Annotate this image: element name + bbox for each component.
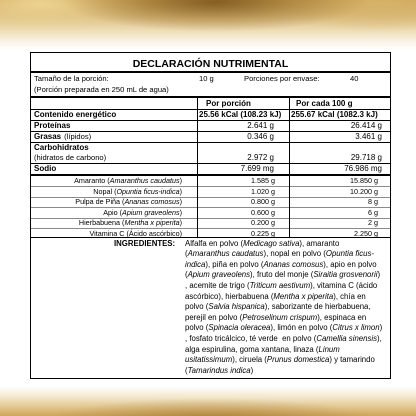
component-per-100g: 6 g <box>368 207 378 217</box>
ingredients-text-line <box>185 334 382 345</box>
text-segment: ), ciruela ( <box>232 355 267 365</box>
serving-size-value: 10 g <box>199 74 214 83</box>
component-per-serving: 0.800 g <box>251 197 275 206</box>
ingredients-text-line <box>185 292 366 303</box>
text-segment: Amaranto ( <box>74 176 110 185</box>
component-per-100g: 2 g <box>368 218 378 227</box>
servings-per-container-value: 40 <box>350 74 359 83</box>
text-segment: ) <box>179 207 182 217</box>
energy-row <box>0 110 416 120</box>
ingredients-text <box>185 239 391 379</box>
column-header-row <box>0 99 416 109</box>
ingredients-text-line <box>185 260 377 271</box>
scientific-name: Ananas comosus <box>263 259 324 269</box>
text-segment: , fosfato tricálcico, té verde en polvo ( <box>185 333 317 343</box>
ingredients-text-line <box>185 355 375 366</box>
text-segment: ), saborizante de hierbabuena, <box>264 302 371 312</box>
preparation-note-row <box>0 85 416 95</box>
text-segment: ), piña en polvo ( <box>205 259 264 269</box>
gold-decorative-header <box>0 0 416 50</box>
component-per-100g: 2.250 g <box>354 228 378 238</box>
component-name <box>34 187 182 197</box>
scientific-name: Tamarindus indica <box>187 365 251 375</box>
text-segment: ), espinaca en <box>317 312 367 322</box>
text-segment: ), vitamina C (ácido <box>310 280 378 290</box>
carbohydrates-row <box>0 143 416 153</box>
scientific-name: Amaranthus caudatus <box>187 249 264 259</box>
sodium-per-serving: 7.699 mg <box>240 164 274 173</box>
ingredients-text-line <box>185 313 366 324</box>
serving-size-row <box>0 74 416 84</box>
column-rule <box>197 96 198 237</box>
scientific-name: Apium graveolens <box>187 270 251 280</box>
ingredients-text-line <box>185 270 380 281</box>
text-segment: ), fruto del monje ( <box>250 270 314 280</box>
ingredients-text-line <box>185 302 371 313</box>
component-per-100g: 10.200 g <box>350 186 378 196</box>
energy-per-serving: 25.56 kCal (108.23 kJ) <box>199 110 282 119</box>
component-row <box>0 197 416 207</box>
ingredients-label: INGREDIENTES: <box>114 238 176 248</box>
text-segment: polvo ( <box>185 323 209 333</box>
text-segment: , acemite de trigo ( <box>185 280 250 290</box>
serving-size-label: Tamaño de la porción: <box>34 74 109 83</box>
component-per-serving: 1.585 g <box>251 176 275 185</box>
divider-thick <box>30 71 391 73</box>
carbohydrates-label: Carbohidratos <box>34 143 89 152</box>
protein-per-serving: 2.641 g <box>247 121 274 130</box>
component-name <box>34 218 182 228</box>
fat-sublabel: (lípidos) <box>64 132 92 141</box>
gold-decorative-footer <box>0 386 416 416</box>
component-per-serving: 1.020 g <box>251 186 275 196</box>
scientific-name: Salvia hispanica <box>208 302 265 312</box>
component-row <box>0 176 416 186</box>
scientific-name: Camellia sinensis <box>316 333 377 343</box>
column-header-per-serving: Por porción <box>206 99 251 108</box>
protein-per-100g: 26.414 g <box>350 121 382 130</box>
text-segment: polvo ( <box>185 302 209 312</box>
scientific-name: Apium graveolens <box>122 207 180 217</box>
scientific-name: Amaranthus caudatus <box>109 176 180 185</box>
scientific-name: Siraitia grosvenorii <box>313 270 378 280</box>
component-row <box>0 218 416 228</box>
text-segment: Alfalfa en polvo ( <box>185 238 244 248</box>
text-segment: ( <box>185 270 188 280</box>
fat-row <box>0 132 416 142</box>
component-name <box>34 197 182 207</box>
carbohydrates-detail-row <box>0 153 416 163</box>
scientific-name: Citrus x limon <box>332 323 380 333</box>
text-segment: ( <box>185 249 188 259</box>
scientific-name: indica <box>185 259 206 269</box>
component-per-serving: 0.200 g <box>251 218 275 227</box>
sodium-label: Sodio <box>34 164 57 173</box>
energy-per-100g: 255.67 kCal (1082.3 kJ) <box>291 110 378 119</box>
component-row <box>0 208 416 218</box>
text-segment: Pulpa de Piña ( <box>75 197 125 206</box>
scientific-name: Petroselinum crispum <box>242 312 318 322</box>
text-segment: Nopal ( <box>93 186 117 196</box>
ingredients-text-line <box>185 239 339 250</box>
scientific-name: Prunus domestica <box>266 355 330 365</box>
scientific-name: Ananas comosus <box>124 197 180 206</box>
text-segment: ascórbico), hierbabuena ( <box>185 291 274 301</box>
ingredients-text-line <box>185 345 340 356</box>
text-segment: perejil en polvo ( <box>185 312 243 322</box>
component-per-100g: 15.850 g <box>350 176 378 185</box>
component-name <box>34 208 182 218</box>
text-segment: alga espirulina, goma xantana, linaza ( <box>185 344 319 354</box>
text-segment: ), limón en polvo ( <box>270 323 333 333</box>
fat-per-100g: 3.461 g <box>355 132 382 141</box>
servings-per-container-label: Porciones por envase: <box>244 74 320 83</box>
scientific-name: Triticum aestivum <box>249 280 311 290</box>
preparation-note: (Porción preparada en 250 mL de agua) <box>34 85 169 94</box>
component-name <box>34 176 182 186</box>
component-per-serving: 0.600 g <box>251 207 275 217</box>
scientific-name: Linum <box>318 344 340 354</box>
carbohydrates-per-100g: 29.718 g <box>350 153 382 162</box>
text-segment: ( <box>185 365 188 375</box>
text-segment: ) y tamarindo <box>329 355 375 365</box>
component-per-serving: 0.225 g <box>251 228 275 238</box>
carbohydrates-per-serving: 2.972 g <box>247 153 274 162</box>
ingredients-text-line <box>185 249 374 260</box>
divider-thick <box>30 96 391 98</box>
text-segment: ) <box>179 197 182 206</box>
scientific-name: Mentha x piperita <box>124 218 180 227</box>
text-segment: ), apio en polvo <box>323 259 377 269</box>
protein-label: Proteínas <box>34 121 71 130</box>
sodium-row <box>0 164 416 174</box>
ingredients-text-line <box>185 366 253 377</box>
text-segment: ) <box>179 186 182 196</box>
protein-row <box>0 121 416 131</box>
fat-label: Grasas <box>34 132 62 141</box>
fat-per-serving: 0.346 g <box>247 132 274 141</box>
text-segment: Apio ( <box>103 207 123 217</box>
energy-label: Contenido energético <box>34 110 117 119</box>
ingredients-text-line <box>185 281 377 292</box>
scientific-name: Mentha x piperita <box>273 291 334 301</box>
component-per-100g: 8 g <box>368 197 378 206</box>
text-segment: ), chía en <box>333 291 366 301</box>
column-header-per-100g: Por cada 100 g <box>296 99 353 108</box>
scientific-name: Opuntia ficus- <box>325 249 374 259</box>
text-segment: ) <box>377 270 381 280</box>
text-segment: Vitamina C (Ácido ascórbico) <box>89 228 182 238</box>
scientific-name: Spinacia oleracea <box>208 323 271 333</box>
text-segment: Hierbabuena ( <box>78 218 125 227</box>
sodium-per-100g: 76.986 mg <box>344 164 382 173</box>
component-row <box>0 187 416 197</box>
ingredients-text-line <box>185 323 382 334</box>
text-segment: ) <box>179 218 182 227</box>
scientific-name: usitatissimum <box>185 355 233 365</box>
label-title: DECLARACIÓN NUTRIMENTAL <box>132 58 289 70</box>
text-segment: ), <box>376 333 382 343</box>
text-segment: ) <box>379 323 383 333</box>
text-segment: ) <box>250 365 254 375</box>
text-segment: ), amaranto <box>299 238 340 248</box>
column-rule <box>289 96 290 237</box>
carbohydrates-sublabel: (hidratos de carbono) <box>34 153 107 162</box>
fat-label-group <box>34 132 91 142</box>
text-segment: ) <box>179 176 182 185</box>
text-segment: ), nopal en polvo ( <box>263 249 326 259</box>
scientific-name: Opuntia ficus-indica <box>116 186 180 196</box>
scientific-name: Medicago sativa <box>243 238 300 248</box>
